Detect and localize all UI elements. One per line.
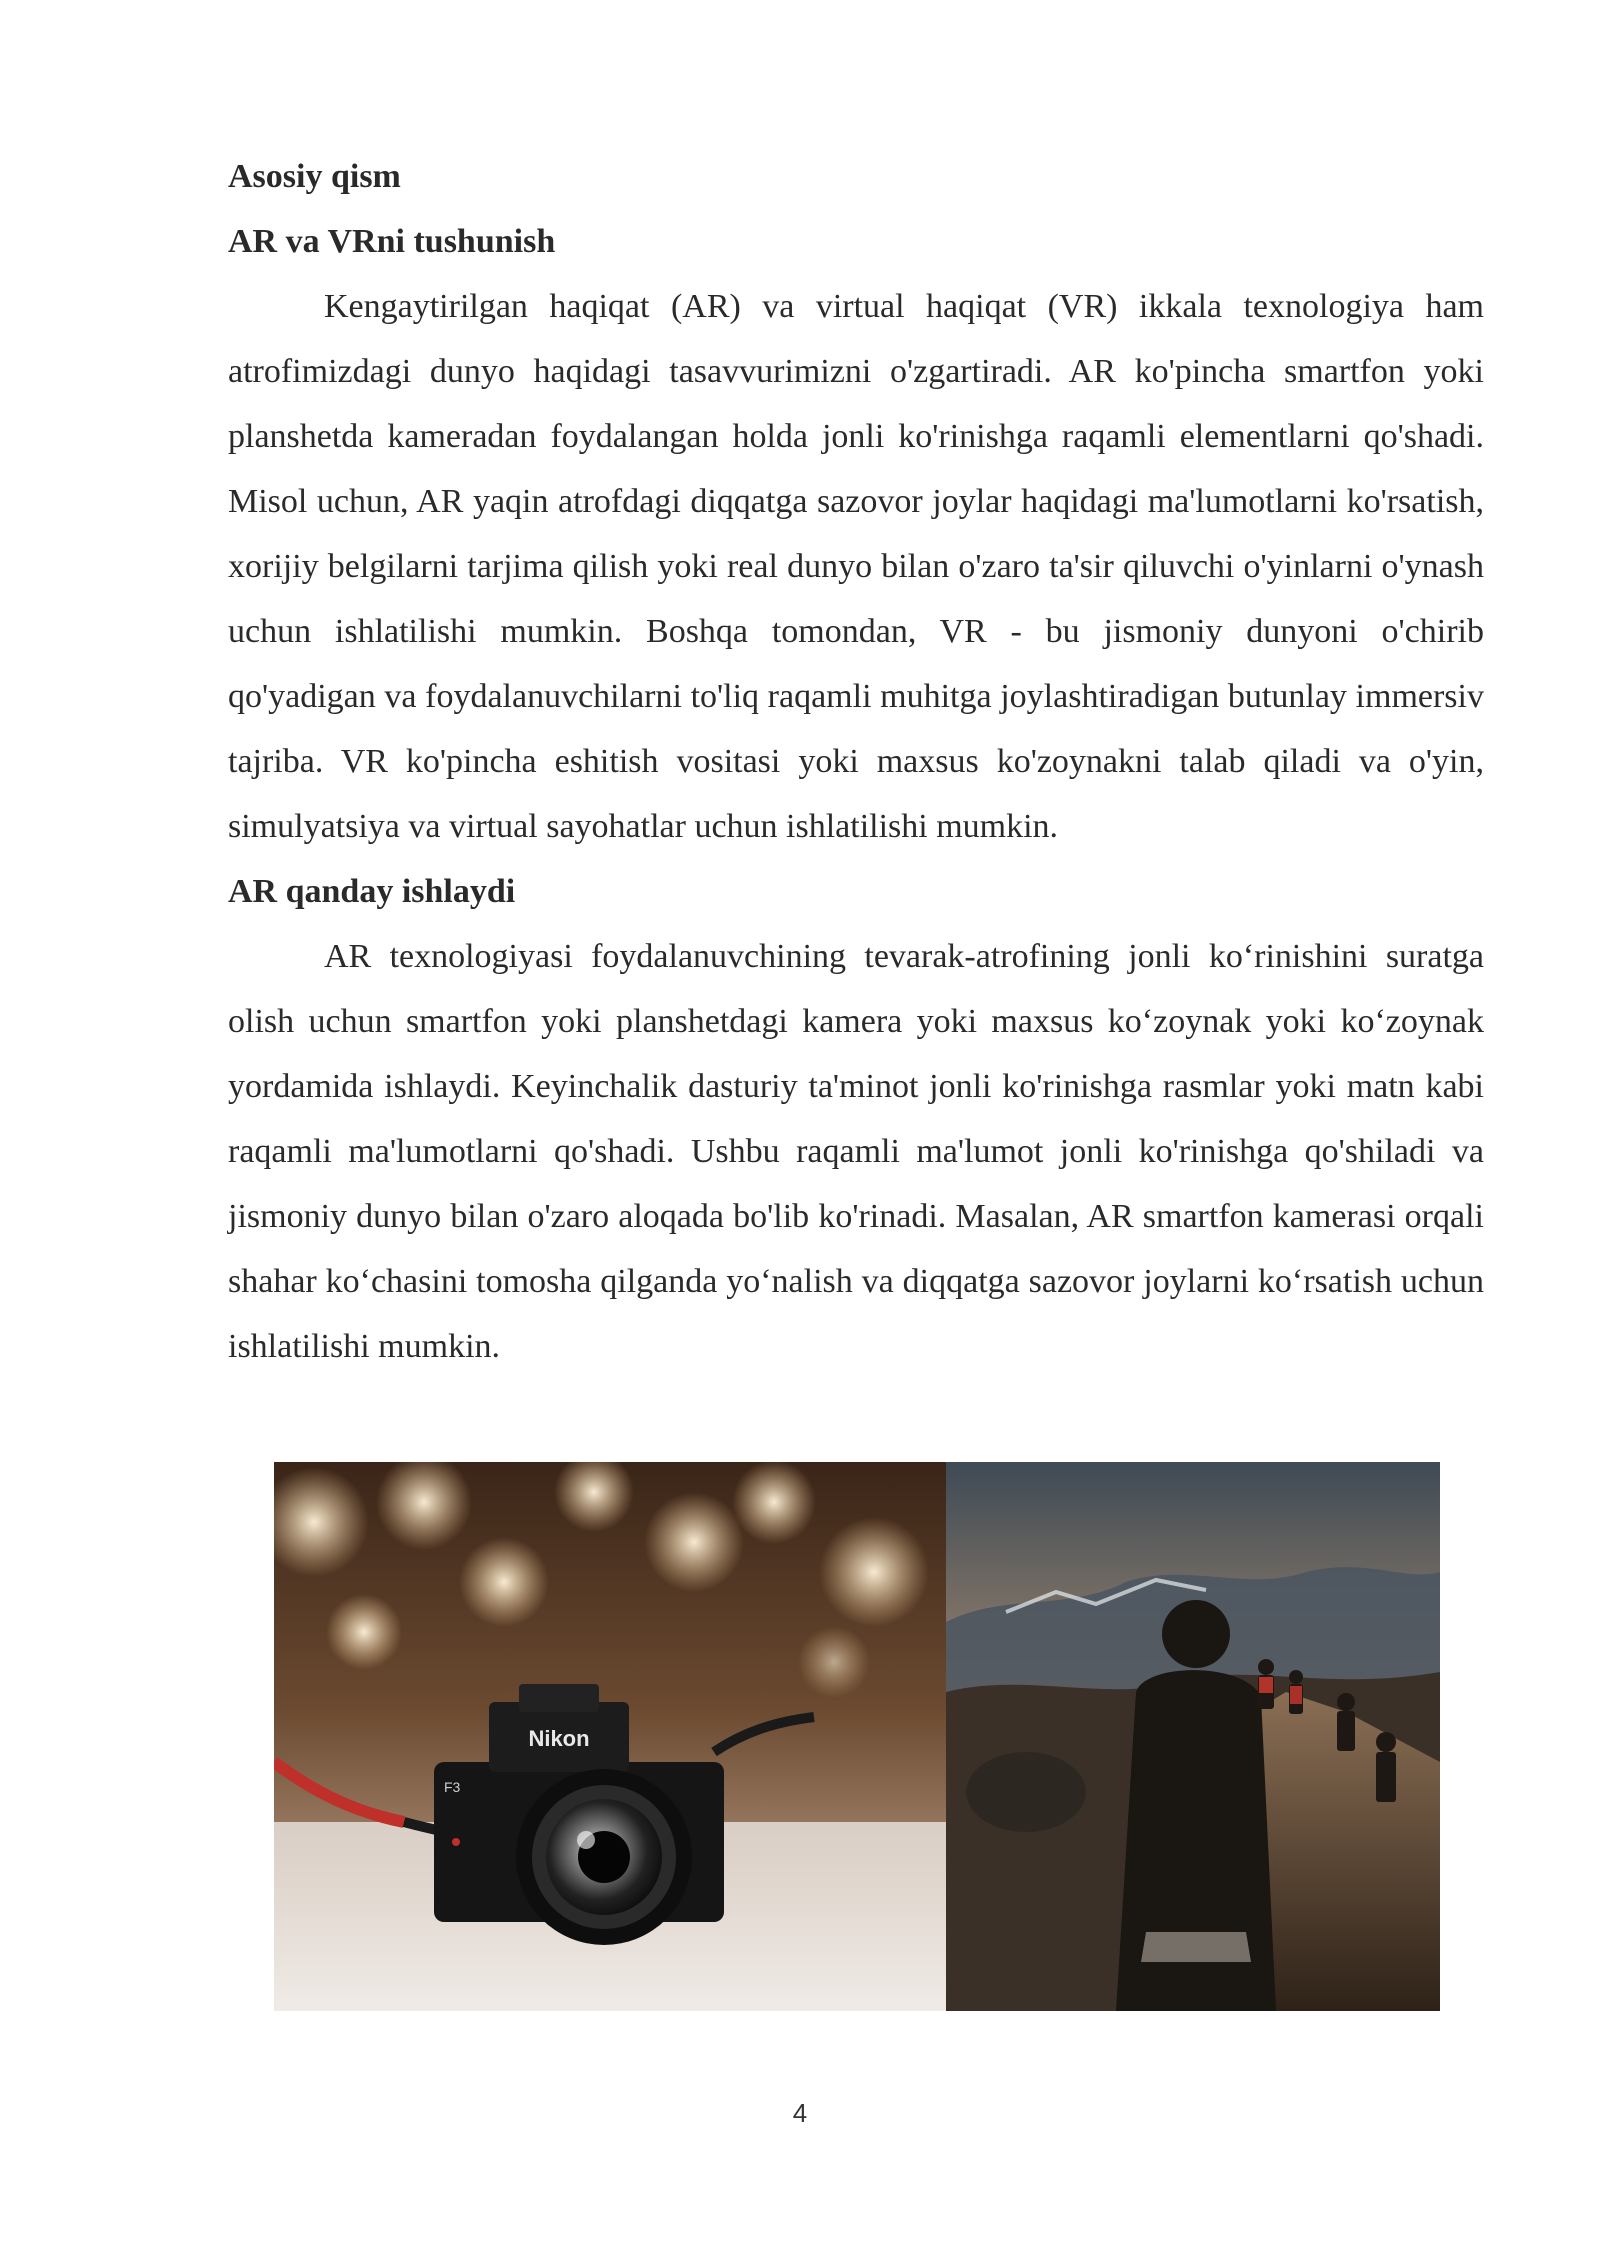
paragraph-how-ar-works: AR texnologiyasi foydalanuvchining tevarak-atrofining jonli koʻrinishini suratga olish uchun smartfon yoki planshetdagi kamera yoki maxsus koʻzoynak yoki koʻzoynak yordamida ishlaydi. Keyinchalik dasturiy ta'minot jonli ko'rinishga rasmlar yoki matn kabi raqamli ma'lumotlarni qo'shadi. Ushbu raqamli ma'lumot jonli ko'rinishga qo'shiladi va jismoniy dunyo bilan o'zaro aloqada bo'lib ko'rinadi. Masalan, AR smartfon kamerasi orqali shahar koʻchasini tomosha qilganda yoʻnalish va diqqatga sazovor joylarni koʻrsatish uchun ishlatilishi mumkin.	[228, 938, 1484, 1365]
camera-photo-illustration	[274, 1462, 946, 2011]
subsection-title-how-ar-works: AR qanday ishlaydi	[228, 873, 516, 910]
page-content	[228, 144, 1484, 1379]
camera-brand-label: Nikon	[528, 1726, 590, 1751]
camera-photo	[274, 1462, 946, 2011]
subsection-title-ar-vr: AR va VRni tushunish	[228, 223, 556, 260]
figure-photos	[274, 1462, 1440, 2011]
section-title: Asosiy qism	[228, 158, 401, 195]
page-number: 4	[792, 2098, 808, 2128]
hikers-photo-illustration	[946, 1462, 1440, 2011]
camera-model-label: F3	[444, 1779, 461, 1795]
paragraph-ar-vr: Kengaytirilgan haqiqat (AR) va virtual haqiqat (VR) ikkala texnologiya ham atrofimizdagi dunyo haqidagi tasavvurimizni o'zgartiradi. AR ko'pincha smartfon yoki planshetda kameradan foydalangan holda jonli ko'rinishga raqamli elementlarni qo'shadi. Misol uchun, AR yaqin atrofdagi diqqatga sazovor joylar haqidagi ma'lumotlarni ko'rsatish, xorijiy belgilarni tarjima qilish yoki real dunyo bilan o'zaro ta'sir qiluvchi o'yinlarni o'ynash uchun ishlatilishi mumkin. Boshqa tomondan, VR - bu jismoniy dunyoni o'chirib qo'yadigan va foydalanuvchilarni to'liq raqamli muhitga joylashtiradigan butunlay immersiv tajriba. VR ko'pincha eshitish vositasi yoki maxsus ko'zoynakni talab qiladi va o'yin, simulyatsiya va virtual sayohatlar uchun ishlatilishi mumkin.	[228, 288, 1484, 845]
hikers-photo	[946, 1462, 1440, 2011]
